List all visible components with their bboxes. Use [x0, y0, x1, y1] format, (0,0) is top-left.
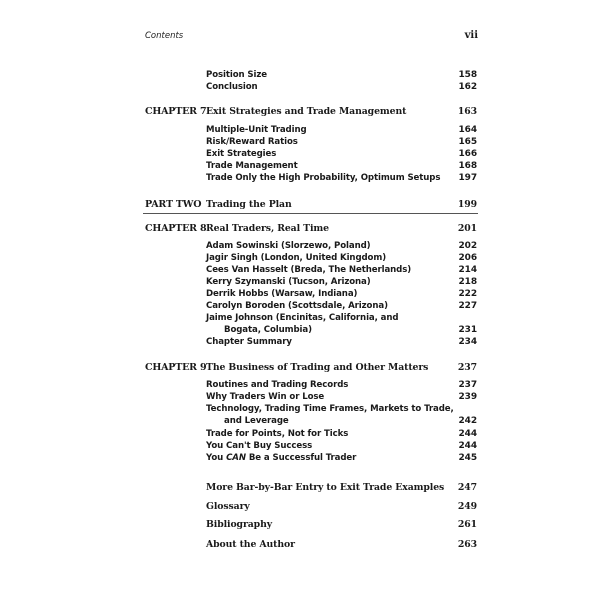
toc-backmatter[interactable]	[0, 519, 616, 532]
chapter-page: 237	[457, 362, 477, 373]
chapter-label: CHAPTER 7	[145, 106, 207, 117]
entry-title: Why Traders Win or Lose	[206, 392, 325, 402]
entry-page: 227	[458, 301, 477, 311]
entry-page: 166	[458, 149, 477, 159]
entry-page: 197	[458, 173, 477, 183]
entry-title: Routines and Trading Records	[206, 380, 349, 390]
backmatter-title: Glossary	[206, 501, 250, 512]
entry-page: 202	[458, 241, 477, 251]
toc-backmatter[interactable]	[0, 482, 616, 495]
chapter-title: Exit Strategies and Trade Management	[206, 106, 407, 117]
toc-entry[interactable]	[0, 337, 616, 350]
entry-title-continuation: and Leverage	[224, 416, 289, 426]
entry-title: Chapter Summary	[206, 337, 292, 347]
entry-title: Trade for Points, Not for Ticks	[206, 429, 349, 439]
entry-page: 234	[458, 337, 477, 347]
toc-chapter[interactable]	[0, 106, 616, 119]
entry-page: 237	[458, 380, 477, 390]
chapter-page: 163	[457, 106, 477, 117]
entry-title	[206, 453, 356, 463]
entry-page: 218	[458, 277, 477, 287]
entry-page: 165	[458, 137, 477, 147]
entry-page: 222	[458, 289, 477, 299]
entry-page: 244	[458, 429, 477, 439]
entry-title: Trade Only the High Probability, Optimum Setups	[206, 173, 441, 183]
entry-title: Multiple-Unit Trading	[206, 125, 307, 135]
entry-title: You Can't Buy Success	[206, 441, 313, 451]
backmatter-page: 247	[457, 482, 477, 493]
entry-page: 245	[458, 453, 477, 463]
entry-title-emphasis: CAN	[226, 453, 246, 463]
entry-title: Kerry Szymanski (Tucson, Arizona)	[206, 277, 371, 287]
backmatter-page: 263	[457, 539, 477, 550]
entry-title: Exit Strategies	[206, 149, 277, 159]
entry-title-continuation: Bogata, Columbia)	[224, 325, 312, 335]
entry-page: 242	[458, 416, 477, 426]
chapter-label: CHAPTER 9	[145, 362, 207, 373]
part-divider-rule	[143, 213, 478, 214]
toc-part[interactable]	[0, 199, 616, 212]
toc-chapter[interactable]	[0, 223, 616, 236]
backmatter-title: About the Author	[206, 539, 295, 550]
entry-title: Technology, Trading Time Frames, Markets to Trade,	[206, 404, 454, 414]
entry-title: Trade Management	[206, 161, 298, 171]
toc-backmatter[interactable]	[0, 539, 616, 552]
running-header-section: Contents	[145, 31, 184, 41]
toc-chapter[interactable]	[0, 362, 616, 375]
entry-title: Conclusion	[206, 82, 258, 92]
entry-page: 162	[458, 82, 477, 92]
entry-title: Risk/Reward Ratios	[206, 137, 298, 147]
entry-page: 244	[458, 441, 477, 451]
backmatter-title: Bibliography	[206, 519, 273, 530]
entry-title-suffix: Be a Successful Trader	[245, 453, 357, 463]
toc-entry[interactable]	[0, 453, 616, 466]
entry-title: Carolyn Boroden (Scottsdale, Arizona)	[206, 301, 388, 311]
entry-page: 164	[458, 125, 477, 135]
part-page: 199	[457, 199, 477, 210]
toc-entry-continuation[interactable]	[0, 416, 616, 429]
backmatter-page: 261	[457, 519, 477, 530]
toc-entry[interactable]	[0, 82, 616, 95]
entry-page: 158	[458, 70, 477, 80]
entry-title: Position Size	[206, 70, 267, 80]
entry-page: 231	[458, 325, 477, 335]
entry-title: Jaime Johnson (Encinitas, California, and	[206, 313, 399, 323]
backmatter-title: More Bar-by-Bar Entry to Exit Trade Examples	[206, 482, 445, 493]
toc-backmatter[interactable]	[0, 501, 616, 514]
entry-title: Adam Sowinski (Slorzewo, Poland)	[206, 241, 371, 251]
entry-title: Cees Van Hasselt (Breda, The Netherlands)	[206, 265, 412, 275]
chapter-title: The Business of Trading and Other Matters	[206, 362, 429, 373]
entry-title-prefix: You	[206, 453, 227, 463]
entry-page: 168	[458, 161, 477, 171]
chapter-label: CHAPTER 8	[145, 223, 207, 234]
entry-page: 206	[458, 253, 477, 263]
part-title: Trading the Plan	[206, 199, 292, 210]
entry-page: 214	[458, 265, 477, 275]
entry-title: Jagir Singh (London, United Kingdom)	[206, 253, 387, 263]
part-label: PART TWO	[145, 199, 202, 210]
entry-page: 239	[458, 392, 477, 402]
chapter-title: Real Traders, Real Time	[206, 223, 329, 234]
chapter-page: 201	[457, 223, 477, 234]
running-header-page-number: vii	[464, 30, 478, 41]
entry-title: Derrik Hobbs (Warsaw, Indiana)	[206, 289, 358, 299]
toc-entry[interactable]	[0, 173, 616, 186]
backmatter-page: 249	[457, 501, 477, 512]
